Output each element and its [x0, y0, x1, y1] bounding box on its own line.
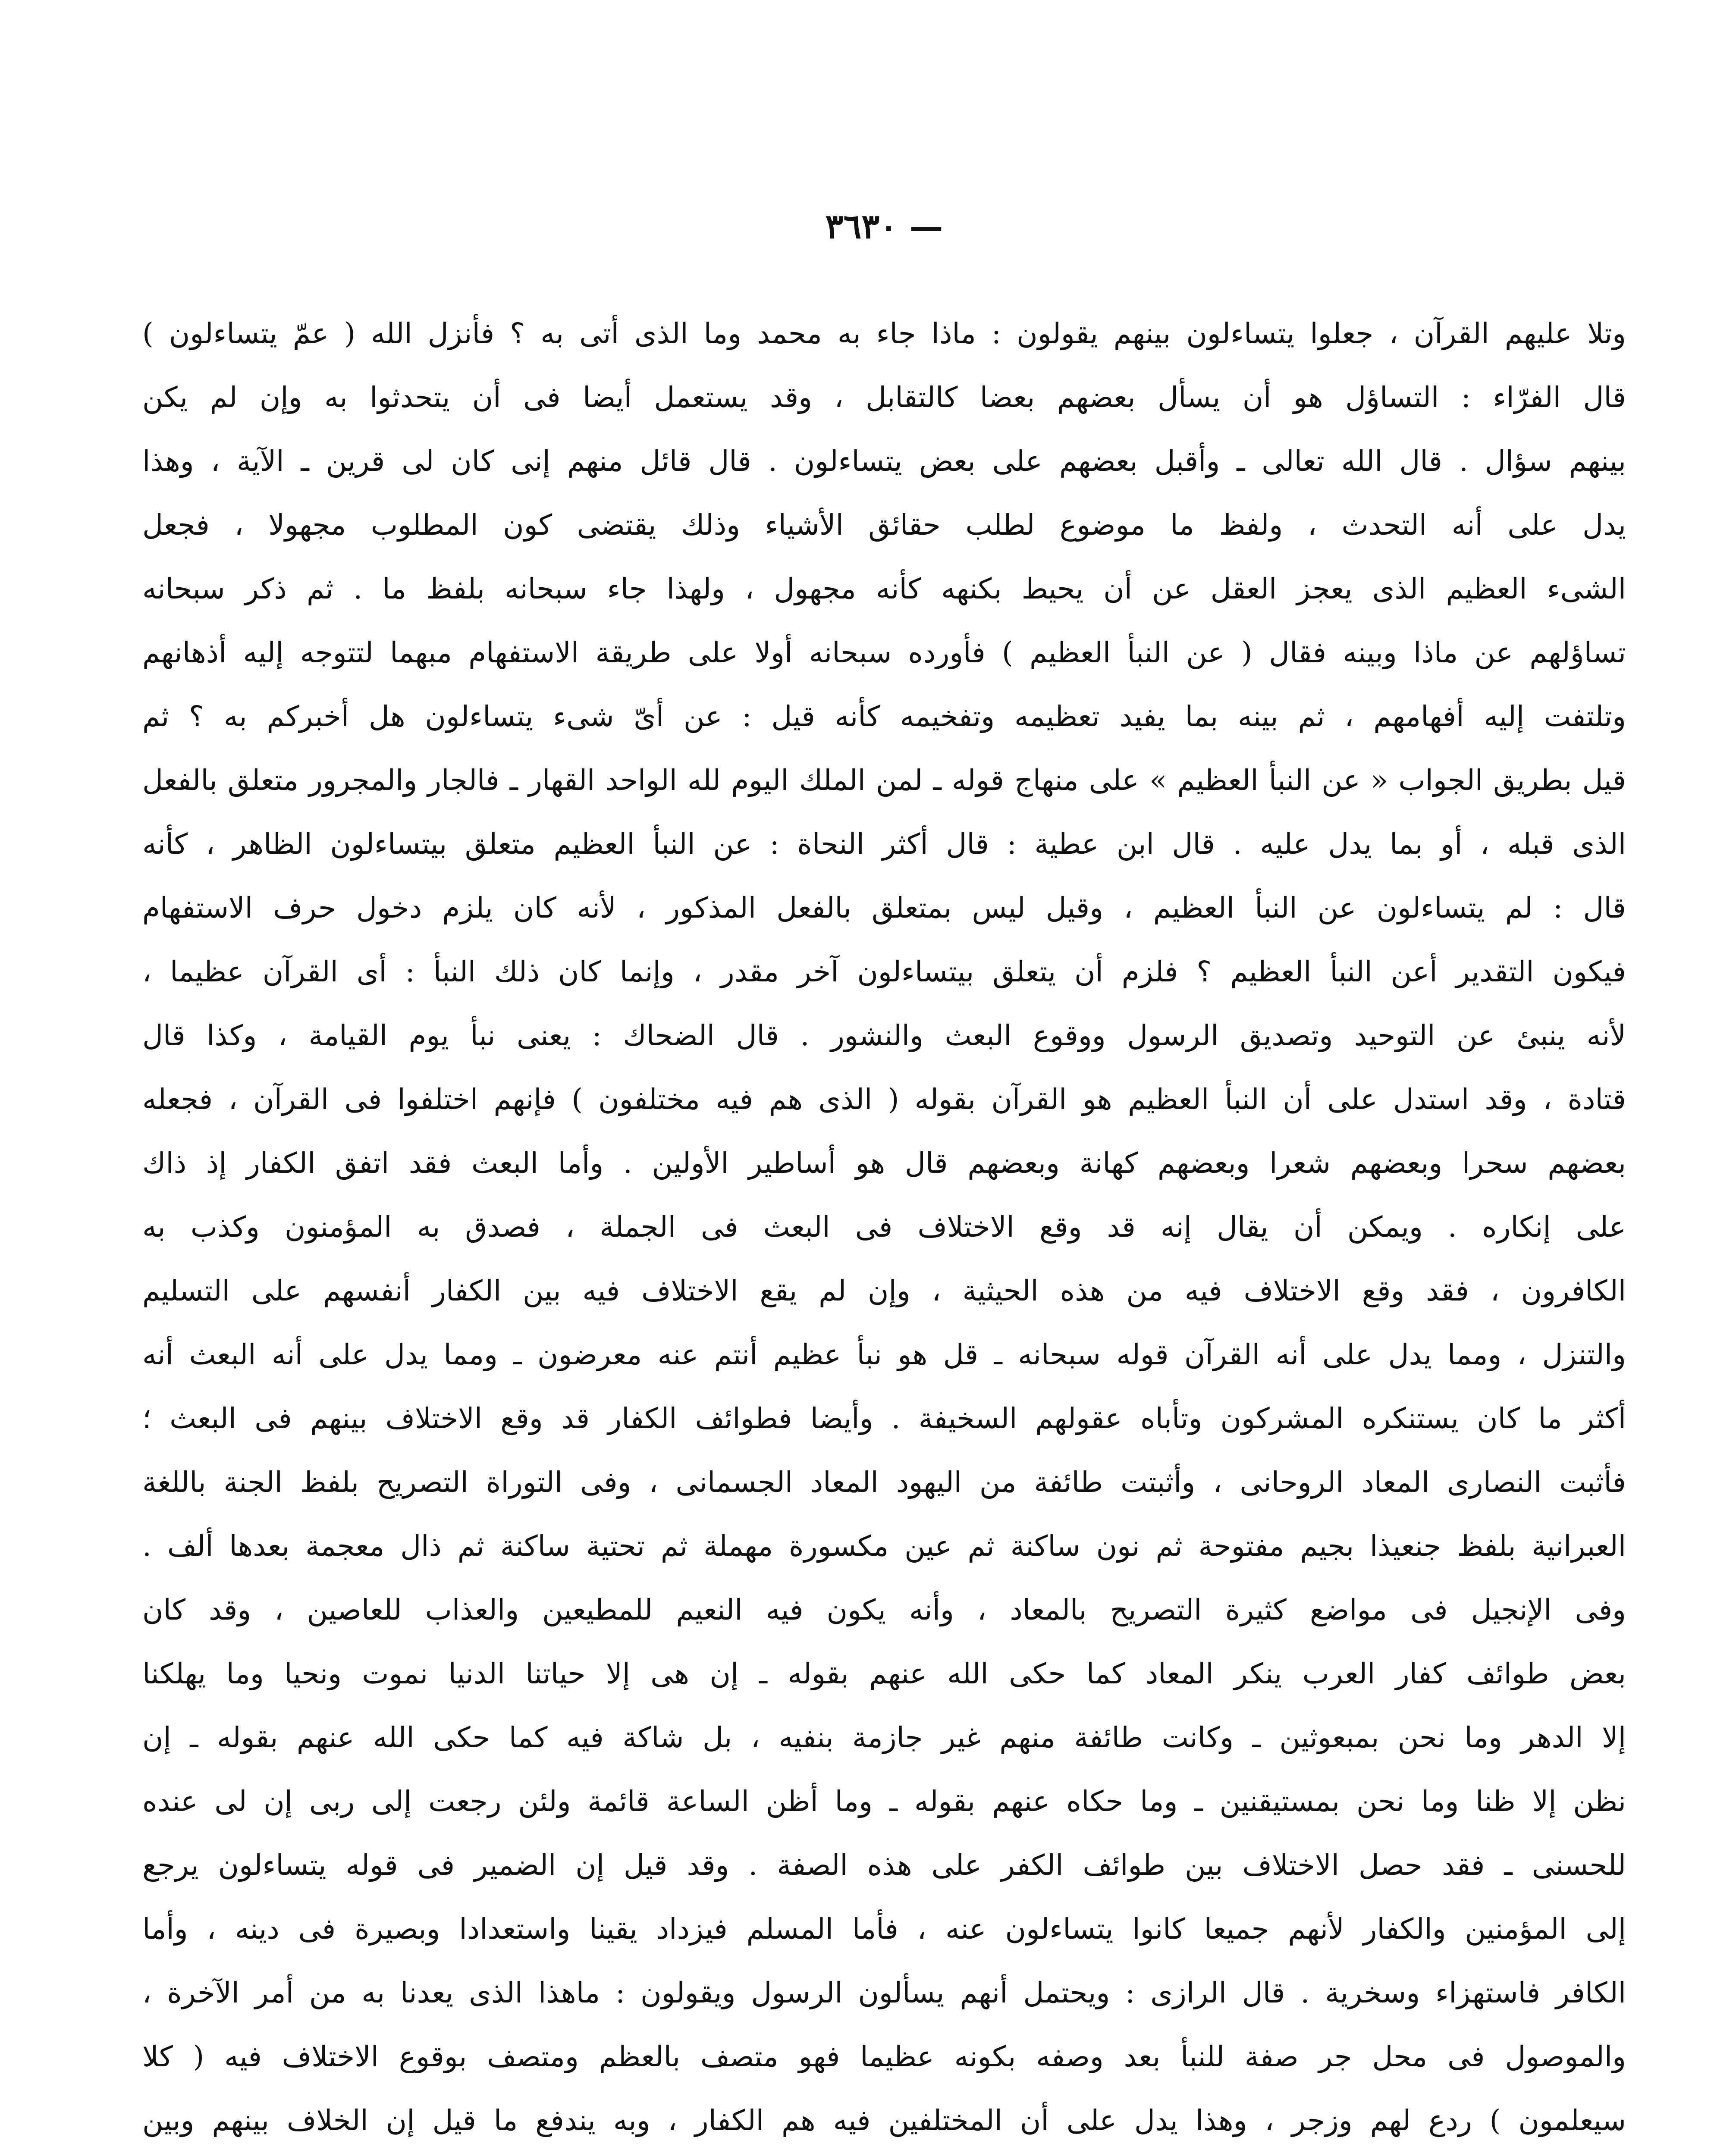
text-line: وتلتفت إليه أفهامهم ، ثم بينه بما يفيد تعظيمه وتفخيمه كأنه قيل : عن أىّ شىء يتساءلون هل أخبركم به ؟ ثم	[142, 700, 1626, 733]
text-line: فأثبت النصارى المعاد الروحانى ، وأثبتت طائفة من اليهود المعاد الجسمانى ، وفى التوراة التصريح بلفظ الجنة باللغة	[142, 1466, 1626, 1499]
text-line: قال الفرّاء : التساؤل هو أن يسأل بعضهم بعضا كالتقابل ، وقد يستعمل أيضا فى أن يتحدثوا به وإن لم يكن	[142, 381, 1626, 414]
text-line: قال : لم يتساءلون عن النبأ العظيم ، وقيل ليس بمتعلق بالفعل المذكور ، لأنه كان يلزم دخول حرف الاستفهام	[142, 891, 1626, 924]
text-line: سيعلمون ) ردع لهم وزجر ، وهذا يدل على أن المختلفين فيه هم الكفار ، وبه يندفع ما قيل إن الخلاف بينهم وبين	[142, 2104, 1626, 2137]
text-line: والموصول فى محل جر صفة للنبأ بعد وصفه بكونه عظيما فهو متصف بالعظم ومتصف بوقوع الاختلاف فيه ( كلا	[142, 2040, 1626, 2073]
text-line: للحسنى ـ فقد حصل الاختلاف بين طوائف الكفر على هذه الصفة . وقد قيل إن الضمير فى قوله يتساءلون يرجع	[142, 1849, 1626, 1882]
text-line: تساؤلهم عن ماذا وبينه فقال ( عن النبأ العظيم ) فأورده سبحانه أولا على طريقة الاستفهام مبهما لتتوجه إليه أذهانهم	[142, 636, 1626, 669]
text-line	[142, 2153, 1626, 2156]
text-line: بعض طوائف كفار العرب ينكر المعاد كما حكى الله عنهم بقوله ـ إن هى إلا حياتنا الدنيا نموت ونحيا وما يهلكنا	[142, 1657, 1626, 1690]
text-line: إلا الدهر وما نحن بمبعوثين ـ وكانت طائفة منهم غير جازمة بنفيه ، بل شاكة فيه كما حكى الله عنهم بقوله ـ إن	[142, 1721, 1626, 1754]
page-number: — ٣٦٣٠	[825, 207, 943, 246]
text-line: على إنكاره . ويمكن أن يقال إنه قد وقع الاختلاف فى البعث فى الجملة ، فصدق به المؤمنون وكذب به	[142, 1210, 1626, 1244]
text-line: الكافر فاستهزاء وسخرية . قال الرازى : ويحتمل أنهم يسألون الرسول ويقولون : ماهذا الذى يعدنا به من أمر الآخرة ،	[142, 1976, 1626, 2009]
text-line: لأنه ينبئ عن التوحيد وتصديق الرسول ووقوع البعث والنشور . قال الضحاك : يعنى نبأ يوم القيامة ، وكذا قال	[142, 1019, 1626, 1052]
text-line: بينهم سؤال . قال الله تعالى ـ وأقبل بعضهم على بعض يتساءلون . قال قائل منهم إنى كان لى قرين ـ الآية ، وهذا	[142, 445, 1626, 478]
text-line: وفى الإنجيل فى مواضع كثيرة التصريح بالمعاد ، وأنه يكون فيه النعيم للمطيعين والعذاب للعاصين ، وقد كان	[142, 1593, 1626, 1626]
text-line: وتلا عليهم القرآن ، جعلوا يتساءلون بينهم يقولون : ماذا جاء به محمد وما الذى أتى به ؟ فأنزل الله ( عمّ يتساءلون )	[142, 317, 1626, 350]
body-text	[142, 302, 1626, 2156]
text-line: قيل بطريق الجواب « عن النبأ العظيم » على منهاج قوله ـ لمن الملك اليوم لله الواحد القهار ـ فالجار والمجرور متعلق بالفعل	[142, 764, 1626, 797]
document-page	[142, 207, 1626, 2156]
text-line: بعضهم سحرا وبعضهم شعرا وبعضهم كهانة وبعضهم قال هو أساطير الأولين . وأما البعث فقد اتفق الكفار إذ ذاك	[142, 1147, 1626, 1180]
text-line: والتنزل ، ومما يدل على أنه القرآن قوله سبحانه ـ قل هو نبأ عظيم أنتم عنه معرضون ـ ومما يدل على أنه البعث أنه	[142, 1338, 1626, 1371]
text-line: فيكون التقدير أعن النبأ العظيم ؟ فلزم أن يتعلق بيتساءلون آخر مقدر ، وإنما كان ذلك النبأ : أى القرآن عظيما ،	[142, 955, 1626, 988]
text-line: يدل على أنه التحدث ، ولفظ ما موضوع لطلب حقائق الأشياء وذلك يقتضى كون المطلوب مجهولا ، فجعل	[142, 508, 1626, 542]
text-line: إلى المؤمنين والكفار لأنهم جميعا كانوا يتساءلون عنه ، فأما المسلم فيزداد يقينا واستعدادا وبصيرة فى دينه ، وأما	[142, 1912, 1626, 1946]
text-line: قتادة ، وقد استدل على أن النبأ العظيم هو القرآن بقوله ( الذى هم فيه مختلفون ) فإنهم اختلفوا فى القرآن ، فجعله	[142, 1083, 1626, 1116]
text-line: العبرانية بلفظ جنعيذا بجيم مفتوحة ثم نون ساكنة ثم عين مكسورة مهملة ثم تحتية ساكنة ثم ذال معجمة بعدها ألف .	[142, 1529, 1626, 1563]
text-line: نظن إلا ظنا وما نحن بمستيقنين ـ وما حكاه عنهم بقوله ـ وما أظن الساعة قائمة ولئن رجعت إلى ربى إن لى عنده	[142, 1785, 1626, 1818]
text-line: الشىء العظيم الذى يعجز العقل عن أن يحيط بكنهه كأنه مجهول ، ولهذا جاء سبحانه بلفظ ما . ثم ذكر سبحانه	[142, 572, 1626, 605]
text-line: أكثر ما كان يستنكره المشركون وتأباه عقولهم السخيفة . وأيضا فطوائف الكفار قد وقع الاختلاف بينهم فى البعث ؛	[142, 1402, 1626, 1435]
text-line: الذى قبله ، أو بما يدل عليه . قال ابن عطية : قال أكثر النحاة : عن النبأ العظيم متعلق بيتساءلون الظاهر ، كأنه	[142, 827, 1626, 861]
text-line: الكافرون ، فقد وقع الاختلاف فيه من هذه الحيثية ، وإن لم يقع الاختلاف فيه بين الكفار أنفسهم على التسليم	[142, 1274, 1626, 1307]
